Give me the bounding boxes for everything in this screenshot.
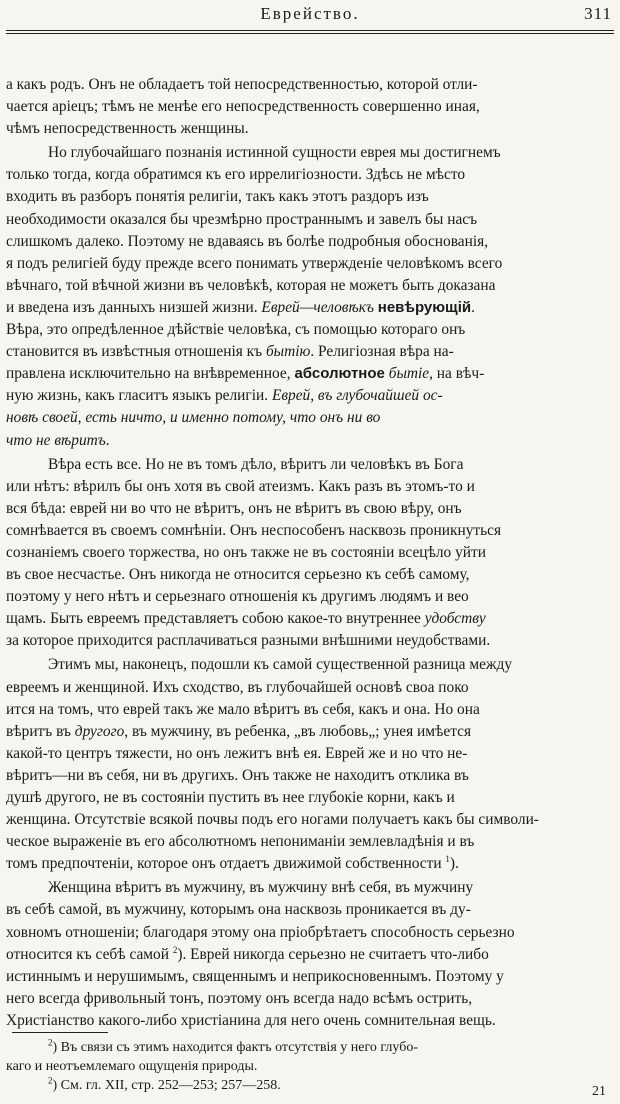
paragraph (6, 142, 614, 451)
text-run: Этимъ мы, наконецъ, подошли къ самой существенной разница между евреемъ и женщиной. Ихъ сходство, въ глубочайшей основѣ своа поко ится на томъ, что еврей такъ же мало вѣритъ въ себя, какъ и она. Но она вѣритъ въ (6, 656, 513, 740)
footnote (6, 1038, 614, 1076)
footnote-ref: 2 (48, 1075, 53, 1086)
emphasis-italic: бытiе (388, 365, 430, 383)
text-run: ) Въ связи съ этимъ находится фактъ отсутствiя у него глубо- каго и неотъемлемаго ощущенiя природы. (6, 1040, 419, 1074)
text-run: ) См. гл. XII, стр. 252—253; 257—258. (52, 1078, 281, 1093)
main-text (6, 74, 614, 1032)
emphasis-bold: невѣрующiй (377, 298, 472, 316)
text-run: а какъ родъ. Онъ не обладаетъ той непосредственностью, которой отли- чается арiецъ; тѣмъ не менѣе его непосредственность совершенно иная, чѣмъ непосредственность женщины. (6, 76, 480, 138)
text-run: , на вѣч- ную жизнь, какъ гласитъ языкъ религiи. (6, 365, 485, 405)
footnote-ref: 1 (445, 854, 450, 865)
text-run: . (105, 431, 110, 449)
emphasis-italic: бытiю (265, 343, 311, 361)
header-rule-bottom (6, 33, 614, 34)
text-run: . Вѣра, это опредѣленное дѣйствiе человѣка, съ помощью котораго онъ становится въ извѣстныя отношенiя къ (6, 298, 475, 361)
header-rule-top (6, 30, 614, 31)
text-run: ). (449, 855, 459, 873)
emphasis-italic: Еврей—человѣкъ (261, 298, 378, 316)
footnotes (6, 1038, 614, 1095)
running-header (6, 2, 614, 26)
emphasis-italic: Еврей, въ глубочайшей ос- новѣ своей, есть ничто, и именно потому, что онъ ни во что не вѣритъ (6, 387, 443, 449)
text-run: Но глубочайшаго познанiя истинной сущности еврея мы достигнемъ только тогда, когда обратимся къ его иррелигiозности. Здѣсь не мѣсто входить въ разборъ понятiя религiи, такъ какъ этотъ раздоръ изъ необходимости оказался бы чрезмѣрно пространнымъ и завелъ бы насъ слишкомъ далеко. Поэтому не вдаваясь въ болѣе подробныя обоснованiя, я подъ религiей буду прежде всего понимать утвержденiе человѣкомъ всего вѣчнаго, той вѣчной жизни въ человѣкѣ, которая не можетъ быть доказана и введена изъ данныхъ низшей жизни. (6, 144, 503, 316)
text-run: ). Еврей никогда серьезно не считаетъ что-либо истиннымъ и нерушимымъ, священнымъ и неприкосновеннымъ. Поэтому у него всегда фривольный тонъ, поэтому онъ всегда надо всѣмъ острить, Христiанство какого-либо христiанина для него очень сомнительная вещь. (6, 945, 504, 1029)
signature-mark: 21 (592, 1084, 606, 1099)
emphasis-italic: удобству (424, 610, 486, 628)
text-run: за которое приходится расплачиваться разными внѣшними неудобствами. (6, 632, 491, 650)
paragraph (6, 654, 614, 875)
chapter-title: Еврейство. (260, 4, 360, 23)
paragraph (6, 454, 614, 653)
page-number: 311 (584, 4, 612, 23)
text-run: Вѣра есть все. Но не въ томъ дѣло, вѣритъ ли человѣкъ въ Бога или нѣтъ: вѣрилъ бы онъ хотя въ свой атеизмъ. Какъ разъ въ этомъ-то и вся бѣда: еврей ни во что не вѣритъ, онъ не вѣритъ въ свою вѣру, онъ сомнѣвается въ своемъ сомнѣнiи. Онъ неспособенъ насквозь проникнуться сознанiемъ своего торжества, но онъ также не въ состоянiи всецѣло уйти въ свое несчастье. Онъ никогда не относится серьезно къ себѣ самому, поэтому у него нѣтъ и серьезнаго отношенiя къ другимъ людямъ и вео щамъ. Быть евреемъ представляетъ собою какое-то внутреннее (6, 455, 502, 628)
text-run: . Религiозная вѣра на- правлена исключительно на внѣвременное, (6, 343, 454, 383)
footnote (6, 1076, 614, 1095)
footnote-rule (12, 1032, 108, 1033)
paragraph (6, 877, 614, 1032)
footnote-ref: 2 (48, 1037, 53, 1048)
text-run: , въ мужчину, въ ребенка, „въ любовь„; унея имѣется какой-то центръ тяжести, но онъ лежитъ внѣ ея. Еврей же и но что не- вѣритъ—ни въ себя, ни въ другихъ. Онъ также не находитъ отклика въ душѣ другого, не въ состоянiи пустить въ нее глубокiе корни, какъ и женщина. Отсутствiе всякой почвы подъ его ногами получаетъ какъ бы символи- ческое выраженiе въ его абсолютномъ непониманiи землевладѣнiя и въ томъ предпочтенiи, которое онъ отдаетъ движимой собственности (6, 722, 539, 873)
emphasis-italic: другого (74, 722, 125, 740)
text-run: Женщина вѣритъ въ мужчину, въ мужчину внѣ себя, въ мужчину въ себѣ самой, въ мужчину, которымъ она насквозь проникается въ ду- ховномъ отношенiи; благодаря этому она прiобрѣтаетъ способность серьезно относится къ себѣ самой (6, 879, 515, 963)
footnote-ref: 2 (172, 944, 178, 955)
paragraph (6, 74, 614, 140)
emphasis-bold: абсолютное (294, 365, 385, 383)
